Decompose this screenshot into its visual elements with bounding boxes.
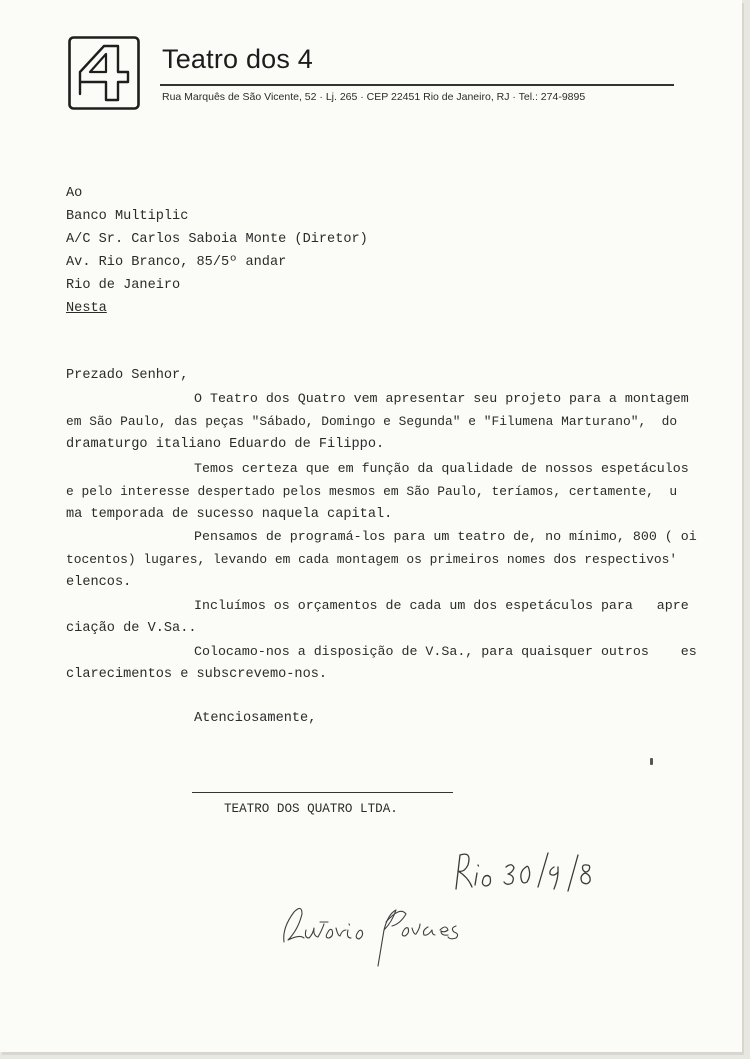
closing: Atenciosamente, — [194, 711, 317, 726]
body-line: em São Paulo, das peças "Sábado, Domingo e Segunda" e "Filumena Marturano", do — [66, 414, 678, 429]
recipient-line-nesta: Nesta — [66, 301, 107, 316]
letterhead-address: Rua Marquês de São Vicente, 52 · Lj. 265 · CEP 22451 Rio de Janeiro, RJ · Tel.: 274-9895 — [162, 91, 586, 103]
body-line: O Teatro dos Quatro vem apresentar seu projeto para a montagem — [194, 391, 689, 406]
body-line: Pensamos de programá-los para um teatro de, no mínimo, 800 ( oi — [194, 529, 697, 544]
recipient-line: A/C Sr. Carlos Saboia Monte (Diretor) — [66, 232, 368, 247]
letterhead-rule — [160, 84, 674, 86]
recipient-line: Ao — [66, 186, 83, 201]
body-line: tocentos) lugares, levando em cada montagem os primeiros nomes dos respectivos' — [66, 552, 678, 567]
recipient-line: Rio de Janeiro — [66, 278, 181, 293]
salutation: Prezado Senhor, — [66, 368, 189, 383]
letterhead-name: Teatro dos 4 — [162, 44, 313, 74]
handwritten-date — [450, 845, 600, 902]
body-line: dramaturgo italiano Eduardo de Filippo. — [66, 437, 385, 452]
body-line: Temos certeza que em função da qualidade de nossos espetáculos — [194, 461, 689, 476]
stray-mark — [650, 758, 653, 765]
teatro-4-logo — [68, 36, 140, 110]
body-line: e pelo interesse despertado pelos mesmos em São Paulo, teríamos, certamente, u — [66, 484, 678, 499]
body-line: Incluímos os orçamentos de cada um dos espetáculos para apre — [194, 598, 689, 613]
recipient-line: Banco Multiplic — [66, 209, 189, 224]
body-line: Colocamo-nos a disposição de V.Sa., para quaisquer outros es — [194, 644, 697, 659]
recipient-line: Av. Rio Branco, 85/5º andar — [66, 255, 287, 270]
body-line: ma temporada de sucesso naquela capital. — [66, 507, 393, 522]
body-line: elencos. — [66, 575, 132, 590]
body-line: ciação de V.Sa.. — [66, 621, 197, 636]
handwritten-signature — [280, 900, 480, 975]
signature-company: TEATRO DOS QUATRO LTDA. — [224, 802, 398, 816]
signature-rule — [192, 792, 453, 793]
body-line: clarecimentos e subscrevemo-nos. — [66, 667, 328, 682]
